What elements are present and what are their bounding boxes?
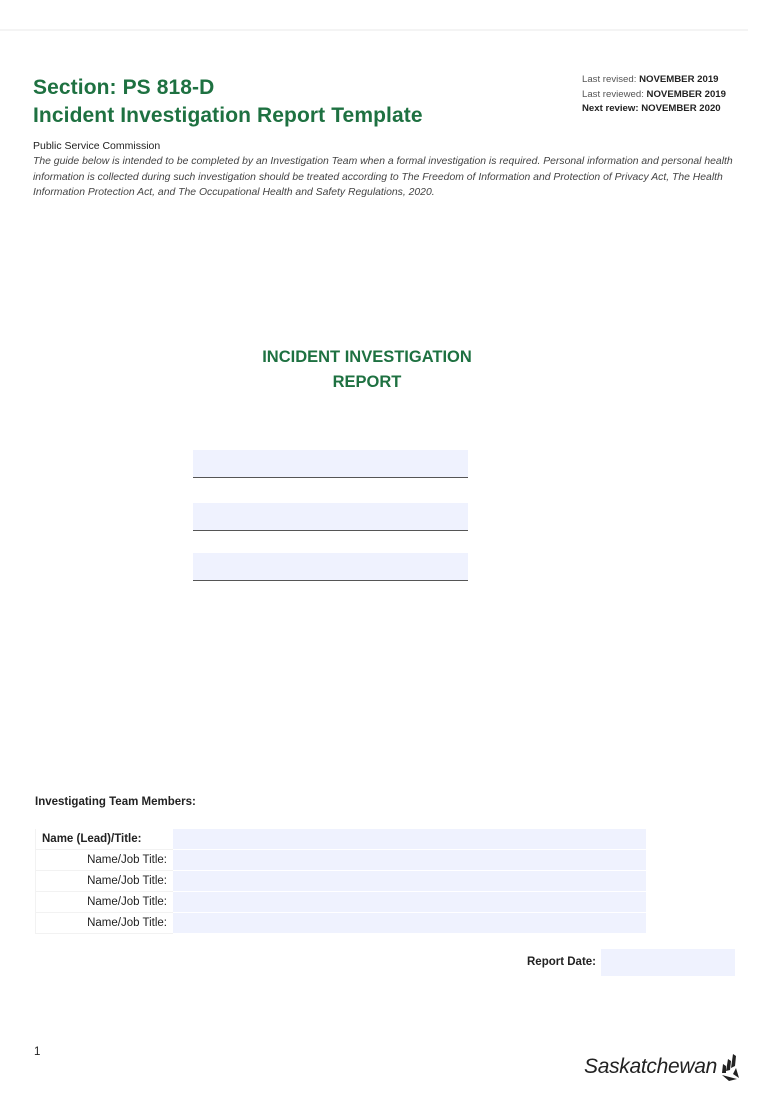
page-number: 1 — [34, 1046, 41, 1058]
document-title-block — [33, 74, 423, 130]
intro-paragraph: The guide below is intended to be completed by an Investigation Team when a formal investigation is required. Personal information and personal health information is collected during such investigation should be treated according to The Freedom of Information and Protection of Privacy Act, The Health Information Protection Act, and The Occupational Health and Safety Regulations, 2020. — [33, 156, 733, 198]
next-review — [582, 102, 726, 117]
table-row — [36, 829, 647, 850]
report-field-2[interactable] — [193, 503, 468, 531]
logo-text: Saskatchewan — [584, 1055, 717, 1078]
revision-info — [582, 73, 726, 117]
lead-title-label: Name (Lead)/Title: — [36, 829, 174, 850]
last-revised-label: Last revised: — [582, 74, 637, 85]
last-reviewed-label: Last reviewed: — [582, 88, 644, 100]
report-date-field[interactable] — [601, 949, 735, 976]
department-name: Public Service Commission — [33, 140, 161, 152]
report-heading — [0, 345, 734, 395]
top-divider — [0, 29, 748, 31]
report-heading-line1: INCIDENT INVESTIGATION — [262, 348, 472, 366]
member-title-label: Name/Job Title: — [36, 850, 174, 871]
section-number: Section: PS 818-D — [33, 76, 215, 99]
lead-title-field[interactable] — [173, 829, 646, 850]
last-reviewed-value: NOVEMBER 2019 — [646, 88, 726, 100]
member-title-field[interactable] — [173, 850, 646, 871]
member-title-label: Name/Job Title: — [36, 871, 174, 892]
team-members-label: Investigating Team Members: — [35, 796, 196, 808]
member-title-label: Name/Job Title: — [36, 913, 174, 934]
report-date-label: Report Date: — [527, 956, 597, 968]
member-title-field[interactable] — [173, 913, 646, 934]
member-title-field[interactable] — [173, 871, 646, 892]
last-revised-value: NOVEMBER 2019 — [639, 74, 719, 85]
table-row — [36, 850, 647, 871]
table-row — [36, 892, 647, 913]
next-review-label: Next review: — [582, 103, 639, 114]
member-title-field[interactable] — [173, 892, 646, 913]
next-review-value: NOVEMBER 2020 — [641, 103, 721, 114]
table-row — [36, 871, 647, 892]
team-members-table — [35, 829, 646, 934]
member-title-label: Name/Job Title: — [36, 892, 174, 913]
last-reviewed — [582, 88, 726, 103]
report-field-3[interactable] — [193, 553, 468, 581]
table-row — [36, 913, 647, 934]
report-field-1[interactable] — [193, 450, 468, 478]
report-heading-line2: REPORT — [332, 373, 402, 391]
wheat-sheaf-icon — [719, 1052, 741, 1082]
saskatchewan-logo — [584, 1052, 741, 1082]
document-title: Incident Investigation Report Template — [33, 104, 423, 127]
last-revised — [582, 73, 726, 88]
